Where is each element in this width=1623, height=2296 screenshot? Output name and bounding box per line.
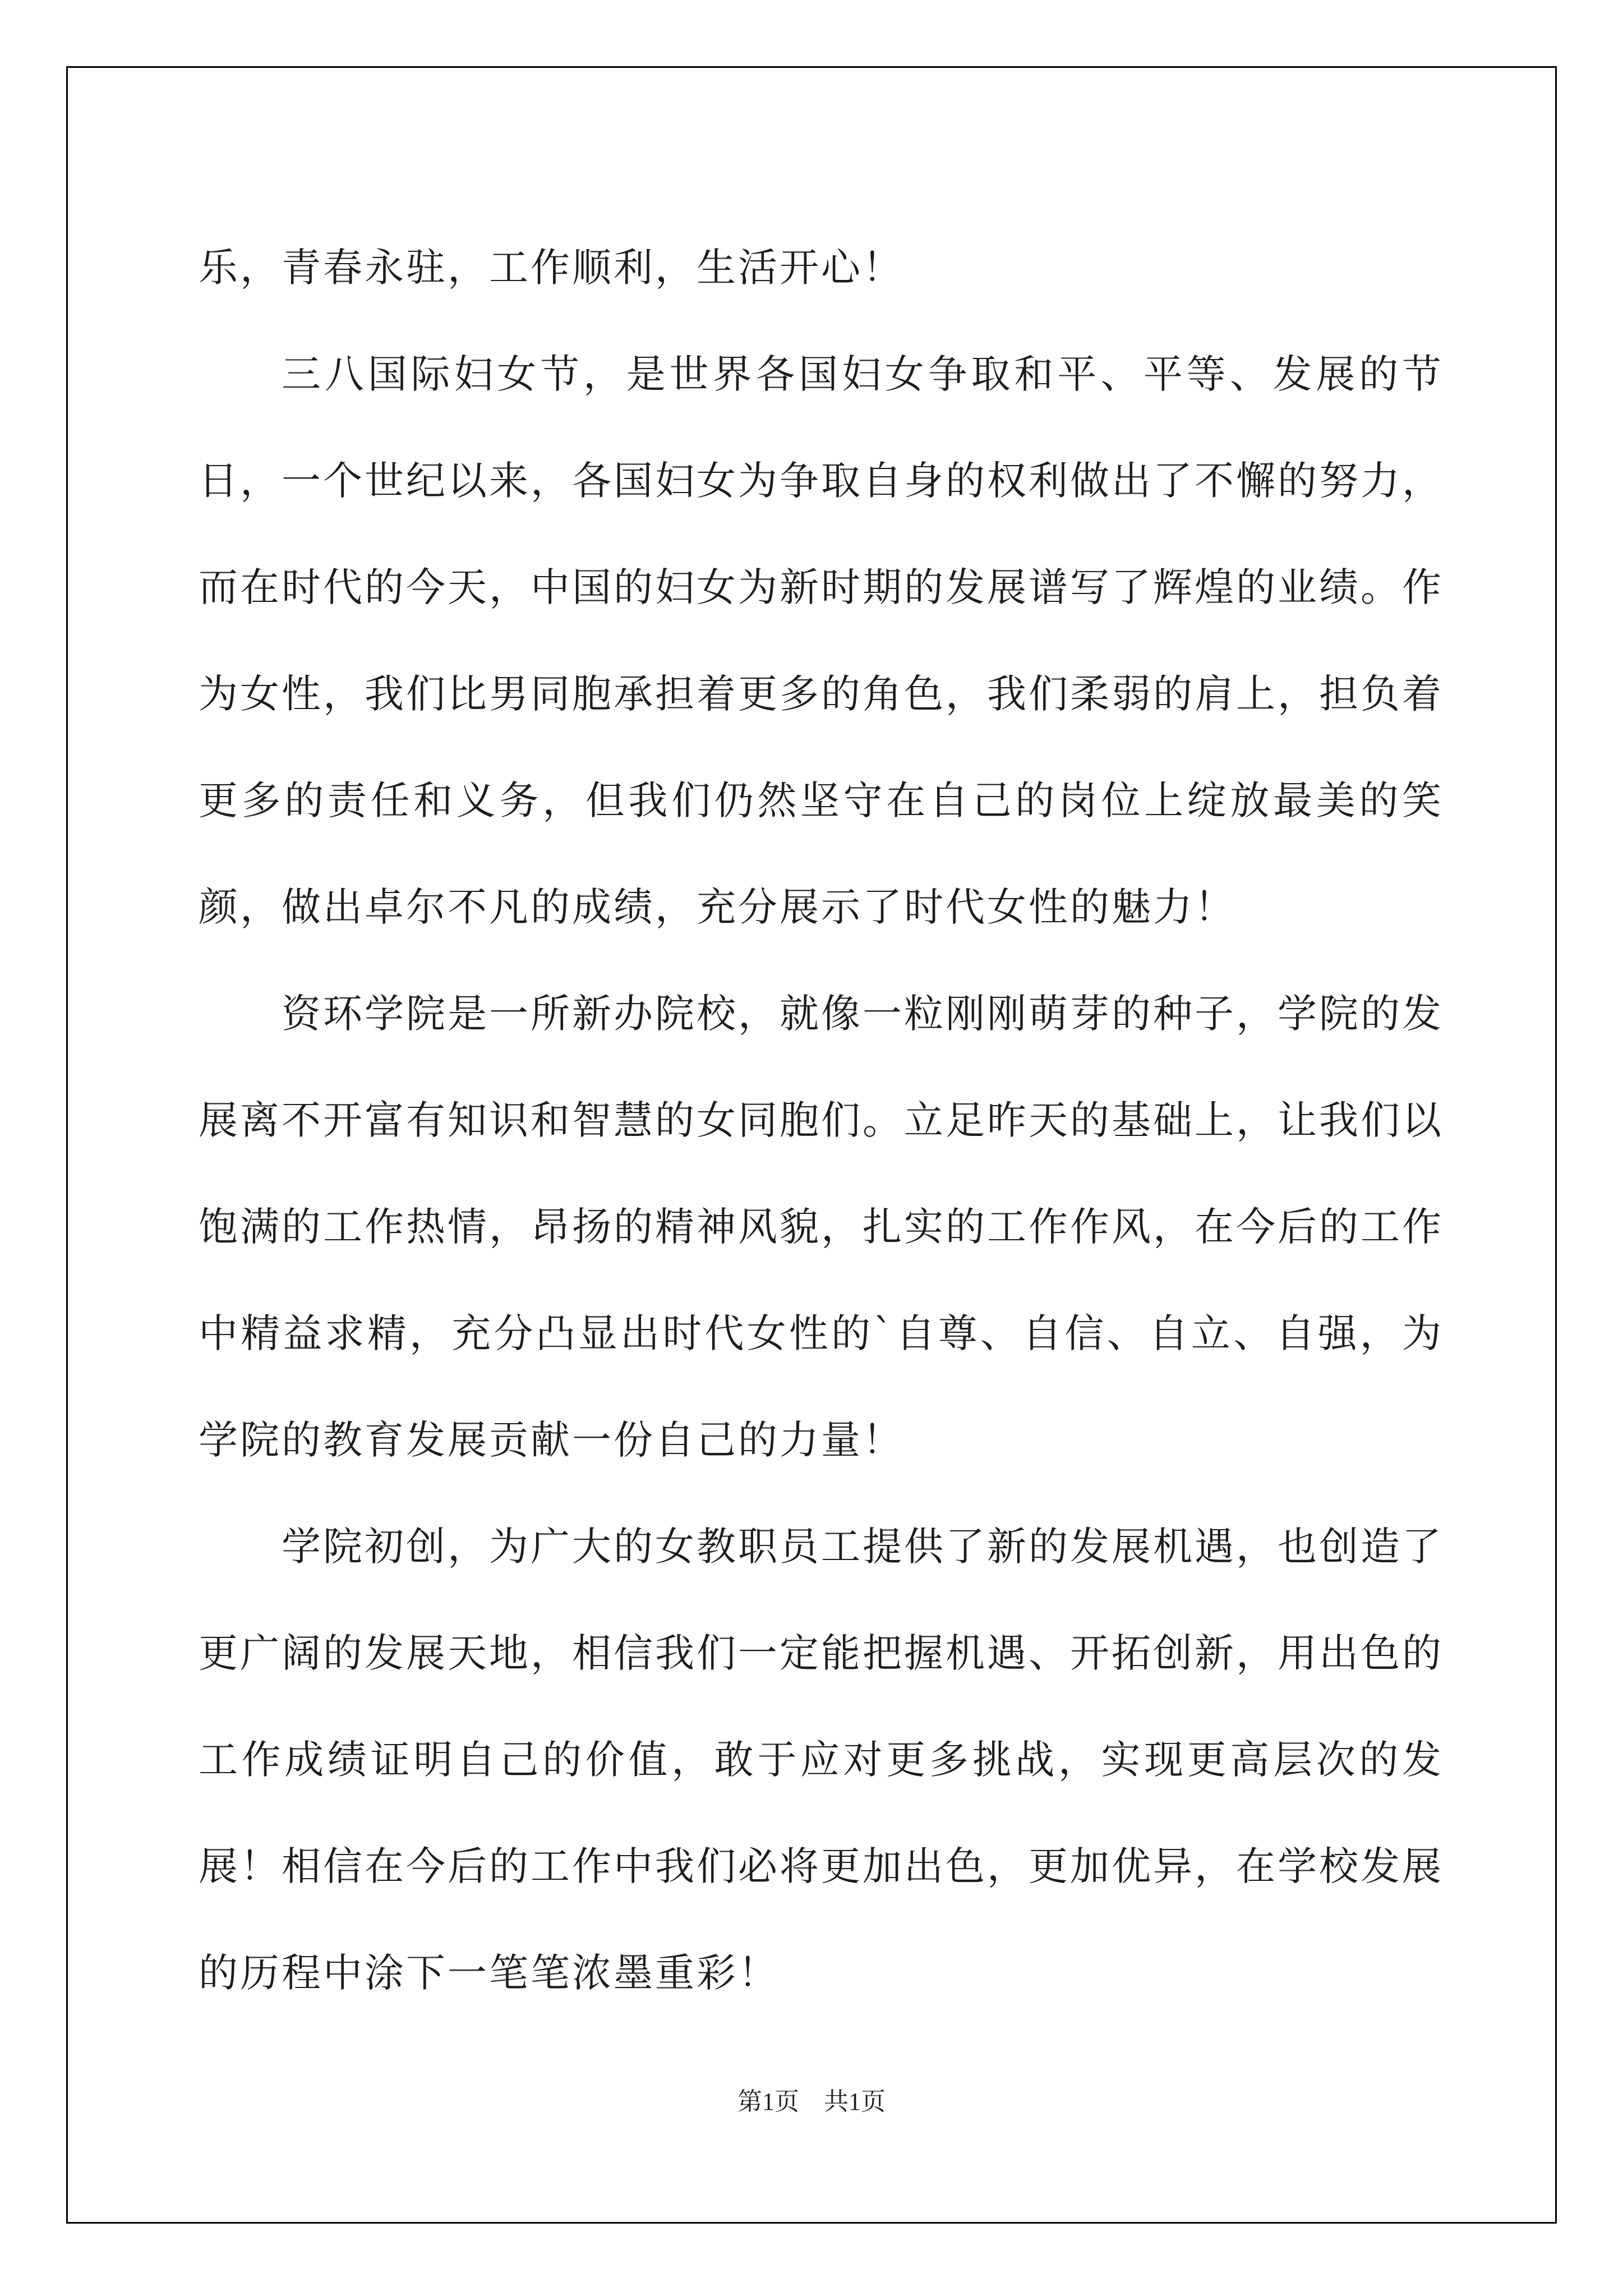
paragraph-1: 乐，青春永驻，工作顺利，生活开心！	[199, 245, 904, 291]
paragraph-2: 三八国际妇女节，是世界各国妇女争取和平、平等、发展的节日，一个世纪以来，各国妇女为争取自身的权利做出了不懈的努力，而在时代的今天，中国的妇女为新时期的发展谱写了辉煌的业绩。作为女性，我们比男同胞承担着更多的角色，我们柔弱的肩上，担负着更多的责任和义务，但我们仍然坚守在自己的岗位上绽放最美的笑颜，做出卓尔不凡的成绩，充分展示了时代女性的魅力！	[199, 351, 1444, 930]
page-number-footer: 第1页 共1页	[737, 2088, 886, 2115]
document-body	[199, 214, 1444, 2026]
paragraph-3: 资环学院是一所新办院校，就像一粒刚刚萌芽的种子，学院的发展离不开富有知识和智慧的女同胞们。立足昨天的基础上，让我们以饱满的工作热情，昂扬的精神风貌，扎实的工作作风，在今后的工作中精益求精，充分凸显出时代女性的`自尊、自信、自立、自强，为学院的教育发展贡献一份自己的力量！	[199, 991, 1444, 1463]
paragraph-4: 学院初创，为广大的女教职员工提供了新的发展机遇，也创造了更广阔的发展天地，相信我们一定能把握机遇、开拓创新，用出色的工作成绩证明自己的价值，敢于应对更多挑战，实现更高层次的发展！相信在今后的工作中我们必将更加出色，更加优异，在学校发展的历程中涂下一笔笔浓墨重彩！	[199, 1524, 1444, 1996]
